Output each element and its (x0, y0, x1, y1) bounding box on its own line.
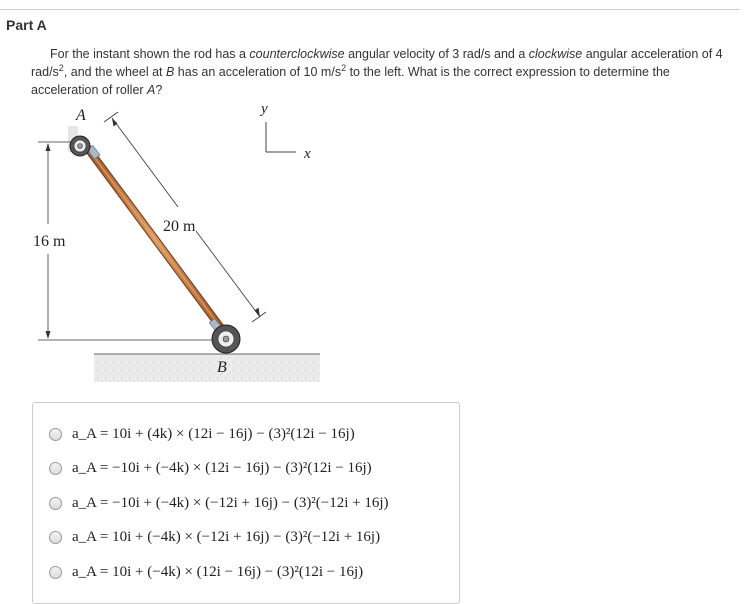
radio-button[interactable] (49, 497, 62, 510)
length-dimension (104, 112, 266, 322)
answer-option[interactable] (49, 560, 363, 584)
option-expression: a_A = 10i + (−4k) × (−12i + 16j) − (3)²(−12i + 16j) (72, 528, 381, 545)
question-seg: to the left. What is the correct expression to determine the acceleration of roller (31, 65, 670, 97)
rod (86, 145, 224, 332)
height-dimension (38, 142, 222, 340)
answer-option[interactable] (49, 422, 355, 446)
answer-option[interactable] (49, 491, 389, 515)
option-expression: a_A = 10i + (−4k) × (12i − 16j) − (3)²(12i − 16j) (72, 563, 364, 580)
roller-a (70, 136, 90, 156)
question-superscript: 2 (341, 62, 347, 73)
label-a: A (76, 107, 86, 124)
top-divider (0, 9, 740, 10)
question-seg: has an acceleration of 10 m/s (174, 65, 342, 79)
option-expression: a_A = 10i + (4k) × (12i − 16j) − (3)²(12i − 16j) (72, 425, 355, 442)
question-emphasis: counterclockwise (249, 47, 345, 61)
question-seg: For the instant shown the rod has a (50, 47, 250, 61)
radio-button[interactable] (49, 428, 62, 441)
answer-option[interactable] (49, 525, 380, 549)
question-seg: angular velocity of 3 rad/s and a (344, 47, 529, 61)
option-expression: a_A = −10i + (−4k) × (12i − 16j) − (3)²(12i − 16j) (72, 459, 372, 476)
radio-button[interactable] (49, 531, 62, 544)
height-label: 16 m (33, 233, 66, 250)
question-seg: , and the wheel at (63, 65, 166, 79)
question-seg: angular acceleration of 4 rad/s (31, 47, 723, 79)
roller-b (212, 325, 240, 353)
part-title: Part A (6, 17, 47, 33)
question-text (31, 45, 737, 99)
axis-x-label: x (304, 146, 311, 162)
xy-axes (266, 122, 296, 152)
answer-options (32, 402, 460, 604)
rod-figure (0, 96, 340, 386)
answer-option[interactable] (49, 456, 372, 480)
length-label: 20 m (163, 218, 196, 235)
option-expression: a_A = −10i + (−4k) × (−12i + 16j) − (3)²(−12i + 16j) (72, 494, 389, 511)
question-superscript: 2 (58, 62, 64, 73)
question-emphasis: clockwise (528, 47, 583, 61)
question-seg: ? (155, 83, 163, 97)
question-emphasis: B (165, 65, 175, 79)
axis-y-label: y (261, 101, 268, 117)
radio-button[interactable] (49, 566, 62, 579)
question-emphasis: A (147, 83, 156, 97)
radio-button[interactable] (49, 462, 62, 475)
ground (94, 354, 320, 382)
label-b: B (217, 359, 227, 376)
